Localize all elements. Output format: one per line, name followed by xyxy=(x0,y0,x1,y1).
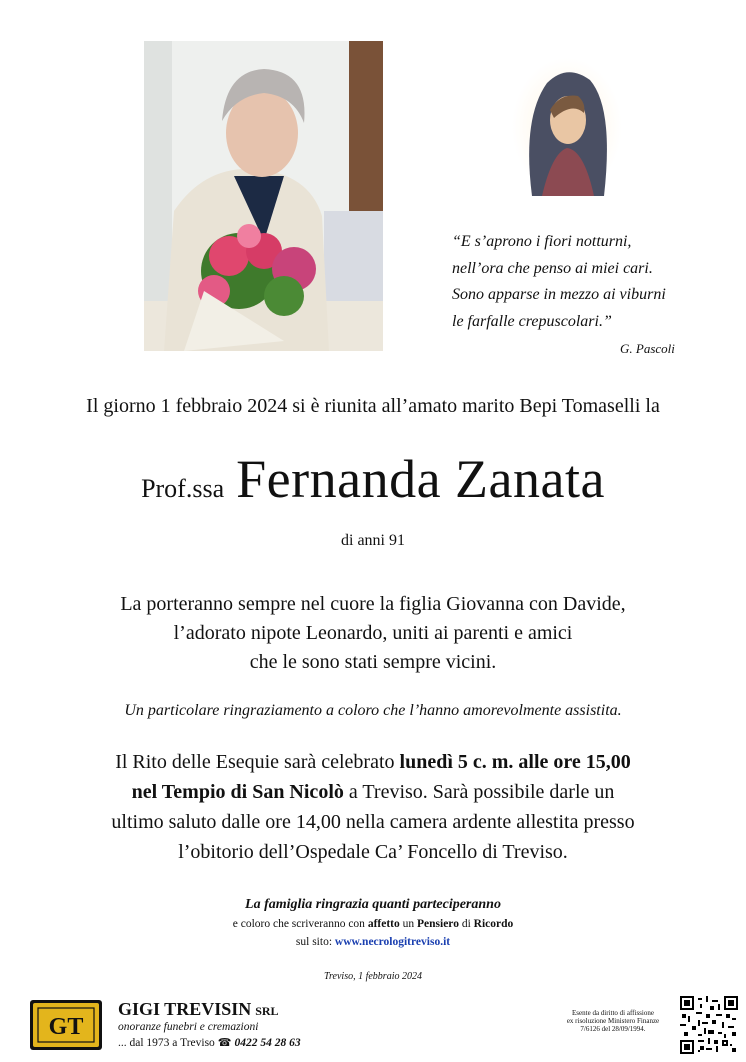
poem-quote xyxy=(452,229,712,335)
telephone-icon: ☎ xyxy=(217,1037,232,1049)
company-name xyxy=(118,999,279,1020)
deceased-name-block xyxy=(0,448,746,510)
condolences-keyword: Ricordo xyxy=(473,918,514,930)
condolences-keyword: affetto xyxy=(367,918,400,930)
tax-note-line: 7/6126 del 28/09/1994. xyxy=(580,1025,646,1033)
company-logo-mark xyxy=(30,1000,102,1050)
poem-line: Sono apparse in mezzo ai viburni xyxy=(452,286,666,303)
company-name-text: GIGI TREVISIN xyxy=(118,999,252,1019)
company-since: ... dal 1973 a Treviso xyxy=(118,1037,215,1049)
company-suffix: SRL xyxy=(255,1004,279,1018)
deceased-age: di anni 91 xyxy=(341,532,405,549)
mourners-line: La porteranno sempre nel cuore la figlia Giovanna con Davide, xyxy=(120,593,626,615)
mourners-line: che le sono stati sempre vicini. xyxy=(249,651,497,673)
company-logo-text: GT xyxy=(48,1014,84,1040)
funeral-text: a Treviso. Sarà possibile darle un xyxy=(343,781,615,803)
mourners-line: l’adorato nipote Leonardo, uniti ai parenti e amici xyxy=(173,622,573,644)
family-thanks: La famiglia ringrazia quanti parteciperanno xyxy=(245,897,501,912)
poem-line: le farfalle crepuscolari.” xyxy=(452,312,612,330)
deceased-name: Fernanda Zanata xyxy=(236,449,605,509)
condolences-text: e coloro che scriveranno con xyxy=(232,918,368,930)
condolences-note xyxy=(0,918,746,930)
company-logo xyxy=(30,1000,102,1050)
madonna-illustration xyxy=(512,58,622,196)
portrait-photo-illustration xyxy=(144,41,383,351)
deceased-title: Prof.ssa xyxy=(141,474,225,503)
company-since-phone xyxy=(118,1036,301,1049)
funeral-details xyxy=(0,747,746,867)
poem-author: G. Pascoli xyxy=(620,341,675,356)
tax-note-line: ex risoluzione Ministero Finanze xyxy=(566,1017,660,1025)
condolences-text: un xyxy=(399,918,417,930)
funeral-line xyxy=(0,777,746,807)
mourners-text xyxy=(0,590,746,677)
site-prefix: sul sito: xyxy=(295,936,335,948)
funeral-location: nel Tempio di San Nicolò xyxy=(131,781,344,803)
date-line: Treviso, 1 febbraio 2024 xyxy=(324,971,422,982)
poem-line: nell’ora che penso ai miei cari. xyxy=(452,259,653,277)
portrait-photo xyxy=(144,41,383,351)
funeral-date-time: lunedì 5 c. m. alle ore 15,00 xyxy=(399,751,631,773)
special-thanks: Un particolare ringraziamento a coloro che l’hanno amorevolmente assistita. xyxy=(124,702,622,719)
site-link[interactable]: www.necrologitreviso.it xyxy=(334,936,451,948)
funeral-text: Il Rito delle Esequie sarà celebrato xyxy=(115,751,400,773)
funeral-line: ultimo saluto dalle ore 14,00 nella camera ardente allestita presso xyxy=(111,811,635,833)
qr-code-pattern xyxy=(680,996,738,1054)
tax-exemption-note xyxy=(548,1009,678,1033)
funeral-line: l’obitorio dell’Ospedale Ca’ Foncello di Treviso. xyxy=(178,841,568,863)
tax-note-line: Esente da diritto di affissione xyxy=(572,1009,654,1017)
madonna-image xyxy=(512,58,622,196)
announcement-text: Il giorno 1 febbraio 2024 si è riunita all’amato marito Bepi Tomaselli la xyxy=(86,395,660,417)
company-tagline: onoranze funebri e cremazioni xyxy=(118,1021,259,1033)
company-phone: 0422 54 28 63 xyxy=(234,1037,301,1049)
condolences-text: di xyxy=(458,918,474,930)
funeral-line xyxy=(0,747,746,777)
site-line xyxy=(0,936,746,948)
qr-code[interactable] xyxy=(680,996,738,1054)
poem-line: “E s’aprono i fiori notturni, xyxy=(452,233,632,250)
condolences-keyword: Pensiero xyxy=(417,918,459,930)
